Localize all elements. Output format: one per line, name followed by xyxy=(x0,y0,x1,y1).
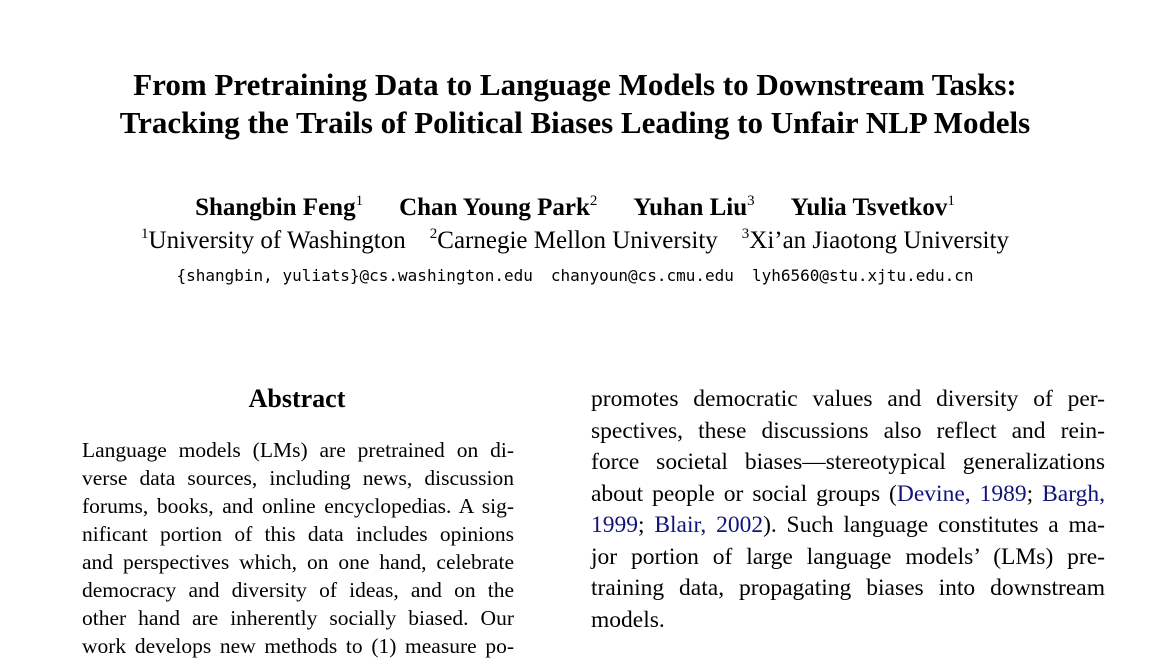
citation-bargh-1999-year[interactable]: 1999 xyxy=(591,512,638,538)
author-2: Chan Young Park$^2$ xyxy=(399,193,598,221)
body-line: jor portion of large language models’ (LMs) pre- xyxy=(591,543,1105,570)
abstract-line: Language models (LMs) are pretrained on di- xyxy=(82,438,514,462)
author-1: Shangbin Feng$^1$ xyxy=(195,193,364,221)
email-2: chanyoun@cs.cmu.edu xyxy=(550,266,734,285)
affiliation-3: $^3$Xi’an Jiaotong University xyxy=(741,226,1009,254)
title-line-2: Tracking the Trails of Political Biases Leading to Unfair NLP Models xyxy=(119,105,1031,140)
citation-devine-1989[interactable]: Devine, 1989 xyxy=(896,480,1027,507)
abstract-line: work develops new methods to (1) measure po- xyxy=(82,634,514,658)
email-3: lyh6560@stu.xjtu.edu.cn xyxy=(751,266,974,285)
citation-bargh-1999[interactable]: Bargh, xyxy=(1042,480,1105,507)
abstract-line: and perspectives which, on one hand, celebrate xyxy=(82,550,514,574)
body-line: promotes democratic values and diversity of per- xyxy=(591,386,1105,412)
intro-text xyxy=(591,384,1105,636)
abstract-heading: Abstract xyxy=(248,384,346,413)
abstract-line: democracy and diversity of ideas, and on the xyxy=(82,578,514,602)
body-line: about people or social groups (Devine, 1989; Bargh, xyxy=(591,480,1105,507)
title-line-1: From Pretraining Data to Language Models to Downstream Tasks: xyxy=(133,67,1017,102)
body-line: training data, propagating biases into downstream xyxy=(591,575,1105,601)
author-4: Yulia Tsvetkov$^1$ xyxy=(790,193,955,221)
paper-title xyxy=(0,66,1150,142)
abstract-body xyxy=(82,436,514,660)
affiliation-list xyxy=(0,225,1150,260)
affiliation-1: $^1$University of Washington xyxy=(141,226,406,254)
abstract-line: verse data sources, including news, discussion xyxy=(82,466,514,490)
abstract-line: nificant portion of this data includes opinions xyxy=(82,522,514,546)
body-line: models. xyxy=(591,606,665,633)
citation-blair-2002[interactable]: Blair, 2002 xyxy=(654,512,764,538)
body-line: spectives, these discussions also reflect and rein- xyxy=(591,417,1105,444)
abstract-line: other hand are inherently socially biased. Our xyxy=(82,606,514,630)
email-1: {shangbin, yuliats}@cs.washington.edu xyxy=(176,266,533,285)
affiliation-2: $^2$Carnegie Mellon University xyxy=(429,226,718,254)
author-3: Yuhan Liu$^3$ xyxy=(633,193,755,221)
abstract-line: forums, books, and online encyclopedias. A sig- xyxy=(82,494,514,518)
body-line: 1999; Blair, 2002). Such language constitutes a ma- xyxy=(591,512,1106,538)
email-list xyxy=(0,265,1150,287)
author-list xyxy=(0,192,1150,227)
body-line: force societal biases—stereotypical generalizations xyxy=(591,449,1105,475)
